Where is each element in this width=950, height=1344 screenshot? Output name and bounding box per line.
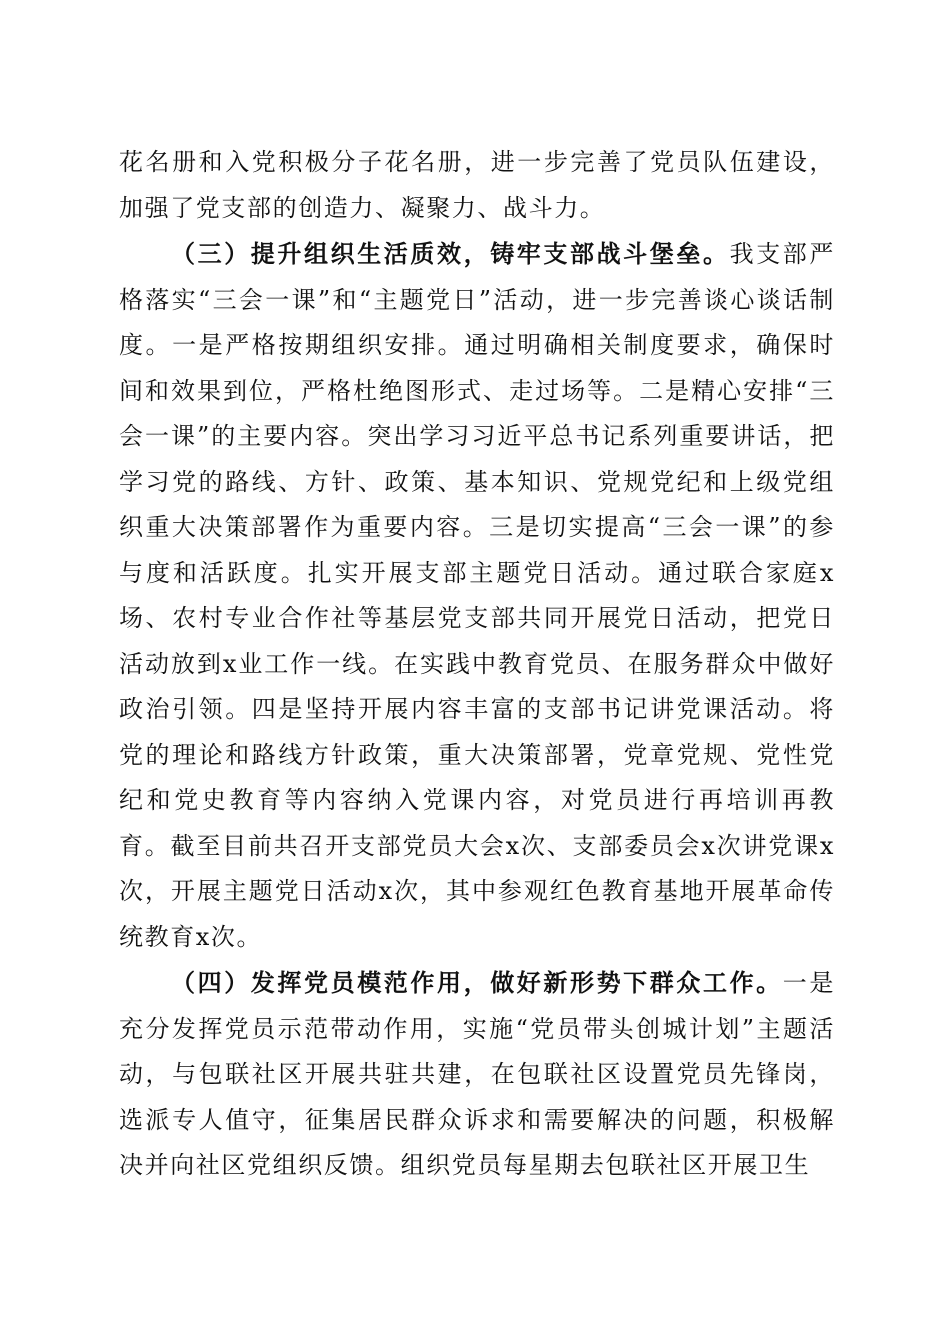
paragraph-section-four	[119, 960, 835, 1189]
paragraph-section-three	[119, 231, 835, 960]
document-body	[119, 140, 835, 1189]
paragraph-continuation	[119, 140, 835, 231]
section-four-body: 一是充分发挥党员示范带动作用，实施“党员带头创城计划”主题活动，与包联社区开展共驻共建，在包联社区设置党员先锋岗，选派专人值守，征集居民群众诉求和需要解决的问题，积极解决并向社区党组织反馈。组织党员每星期去包联社区开展卫生	[119, 969, 835, 1179]
paragraph-1-body: 花名册和入党积极分子花名册，进一步完善了党员队伍建设，加强了党支部的创造力、凝聚力、战斗力。	[119, 148, 835, 222]
section-four-heading: （四）发挥党员模范作用，做好新形势下群众工作。	[171, 968, 783, 997]
section-three-body: 我支部严格落实“三会一课”和“主题党日”活动，进一步完善谈心谈话制度。一是严格按期组织安排。通过明确相关制度要求，确保时间和效果到位，严格杜绝图形式、走过场等。二是精心安排“三会一课”的主要内容。突出学习习近平总书记系列重要讲话，把学习党的路线、方针、政策、基本知识、党规党纪和上级党组织重大决策部署作为重要内容。三是切实提高“三会一课”的参与度和活跃度。扎实开展支部主题党日活动。通过联合家庭x场、农村专业合作社等基层党支部共同开展党日活动，把党日活动放到x业工作一线。在实践中教育党员、在服务群众中做好政治引领。四是坚持开展内容丰富的支部书记讲党课活动。将党的理论和路线方针政策，重大决策部署，党章党规、党性党纪和党史教育等内容纳入党课内容，对党员进行再培训再教育。截至目前共召开支部党员大会x次、支部委员会x次讲党课x次，开展主题党日活动x次，其中参观红色教育基地开展革命传统教育x次。	[119, 240, 835, 951]
section-three-heading: （三）提升组织生活质效，铸牢支部战斗堡垒。	[171, 239, 730, 268]
